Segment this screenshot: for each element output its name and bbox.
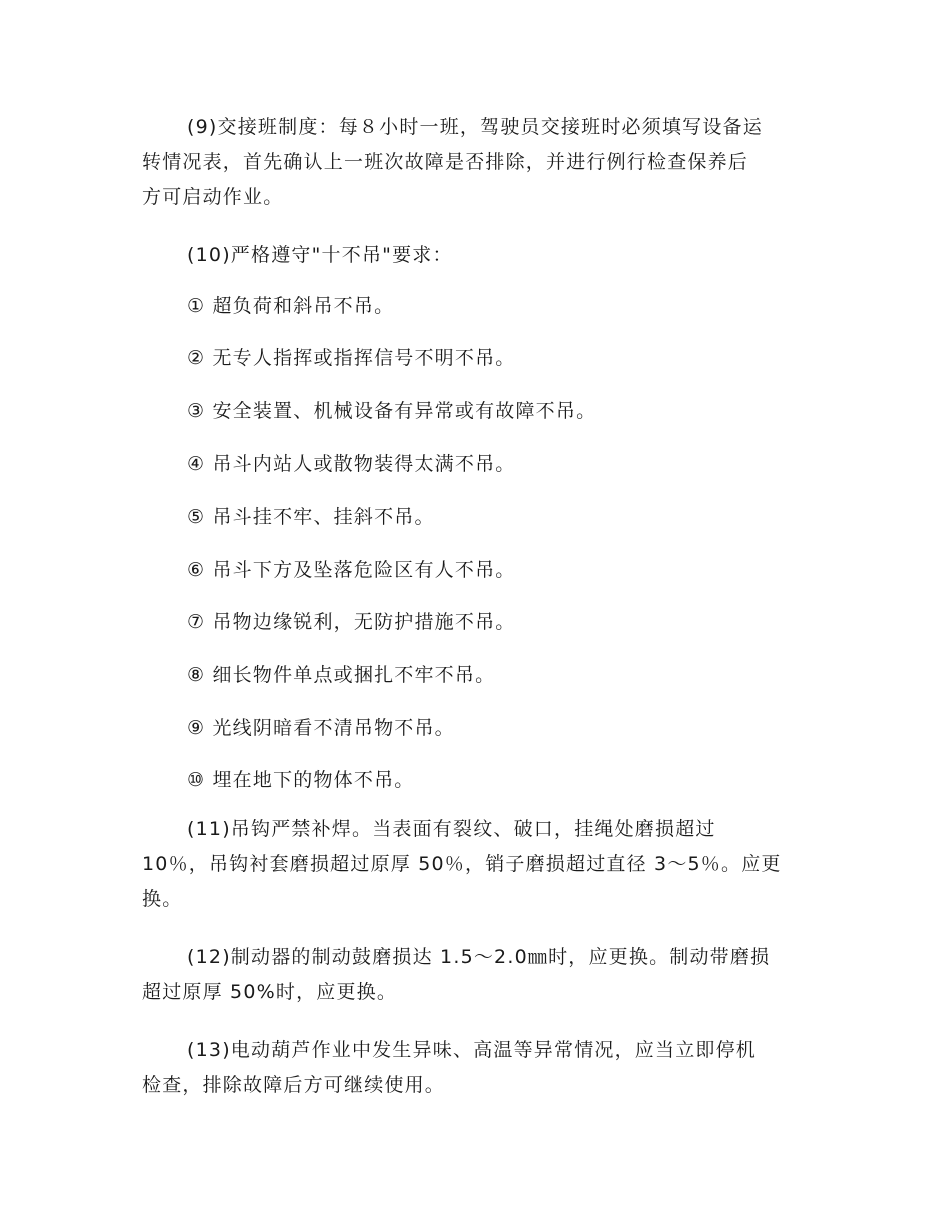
paragraph-11-line-3: 换。 (142, 888, 183, 910)
paragraph-10 (142, 238, 810, 273)
paragraph-12-line-1: (12)制动器的制动鼓磨损达 1.5～2.0㎜时，应更换。制动带磨损 (187, 946, 771, 968)
rule-item-9: ⑨ 光线阴暗看不清吊物不吊。 (187, 717, 455, 739)
paragraph-11-line-2: 10％，吊钩衬套磨损超过原厚 50％，销子磨损超过直径 3～5％。应更 (142, 853, 782, 875)
paragraph-12-line-2: 超过原厚 50%时，应更换。 (142, 981, 398, 1003)
rule-item-2: ② 无专人指挥或指挥信号不明不吊。 (187, 347, 516, 369)
paragraph-9-line-2: 转情况表，首先确认上一班次故障是否排除，并进行例行检查保养后 (142, 151, 749, 173)
paragraph-13 (142, 1033, 810, 1103)
paragraph-13-line-1: (13)电动葫芦作业中发生异味、高温等异常情况，应当立即停机 (187, 1039, 757, 1061)
rule-item-7: ⑦ 吊物边缘锐利，无防护措施不吊。 (187, 611, 516, 633)
paragraph-9-line-3: 方可启动作业。 (142, 186, 284, 208)
paragraph-11-line-1: (11)吊钩严禁补焊。当表面有裂纹、破口，挂绳处磨损超过 (187, 818, 716, 840)
paragraph-13-line-2: 检查，排除故障后方可继续使用。 (142, 1074, 446, 1096)
paragraph-12 (142, 940, 810, 1010)
rule-item-4: ④ 吊斗内站人或散物装得太满不吊。 (187, 453, 516, 475)
rule-item-3: ③ 安全装置、机械设备有异常或有故障不吊。 (187, 400, 597, 422)
paragraph-9-line-1: (9)交接班制度：每８小时一班，驾驶员交接班时必须填写设备运 (187, 116, 763, 138)
rule-item-8: ⑧ 细长物件单点或捆扎不牢不吊。 (187, 664, 496, 686)
rule-item-1: ① 超负荷和斜吊不吊。 (187, 295, 395, 317)
paragraph-10-line-1: (10)严格遵守"十不吊"要求： (187, 244, 453, 266)
rule-item-5: ⑤ 吊斗挂不牢、挂斜不吊。 (187, 506, 435, 528)
rule-item-10: ⑩ 埋在地下的物体不吊。 (187, 769, 415, 791)
rule-item-6: ⑥ 吊斗下方及坠落危险区有人不吊。 (187, 559, 516, 581)
paragraph-9 (142, 110, 810, 215)
paragraph-11 (142, 812, 810, 917)
